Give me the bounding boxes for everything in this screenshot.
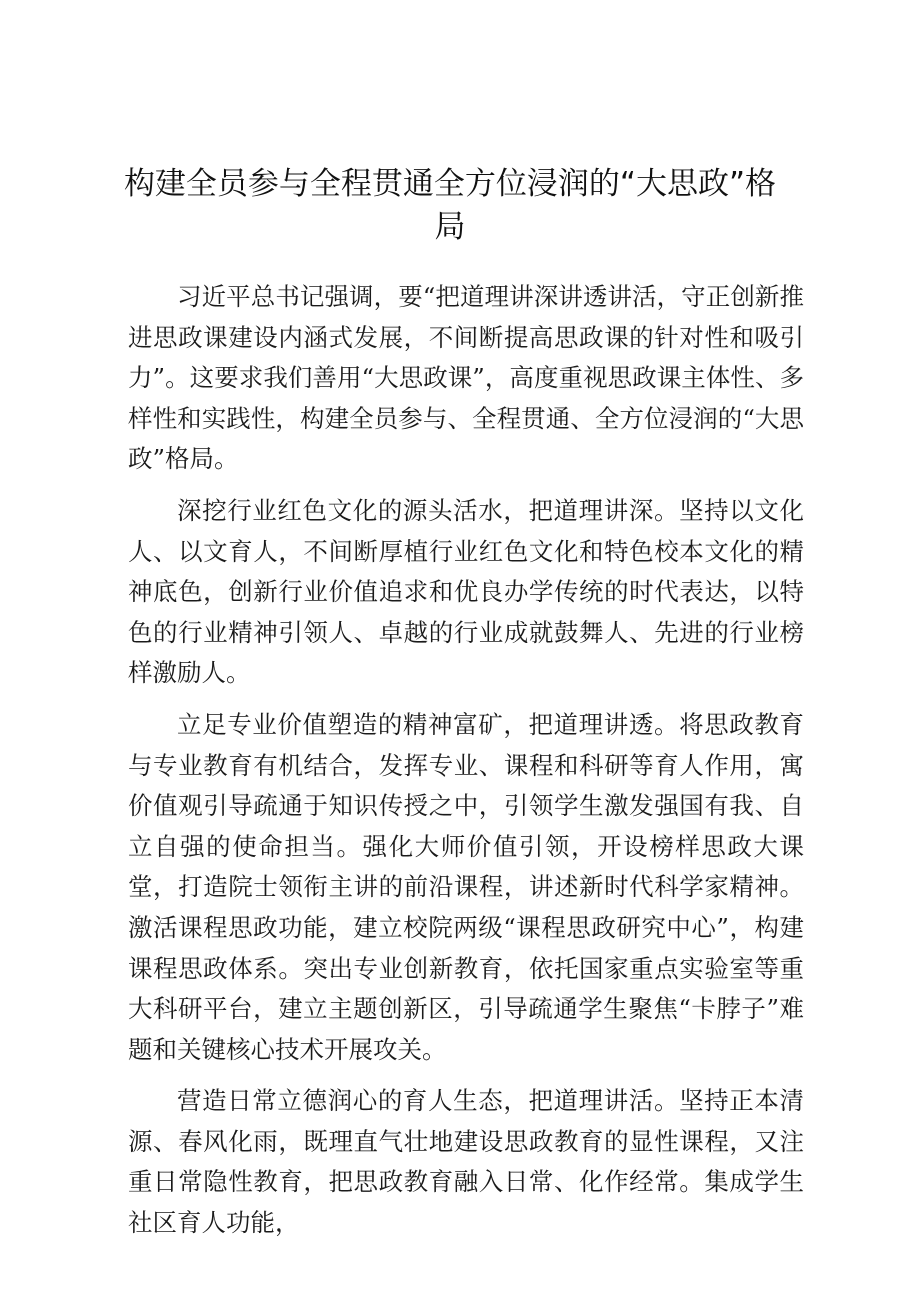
paragraph: 立足专业价值塑造的精神富矿，把道理讲透。将思政教育与专业教育有机结合，发挥专业、课程和科研等育人作用，寓价值观引导疏通于知识传授之中，引领学生激发强国有我、自立自强的使命担当。强化大师价值引领，开设榜样思政大课堂，打造院士领衔主讲的前沿课程，讲述新时代科学家精神。激活课程思政功能，建立校院两级“课程思政研究中心”，构建课程思政体系。突出专业创新教育，依托国家重点实验室等重大科研平台，建立主题创新区，引导疏通学生聚焦“卡脖子”难题和关键核心技术开展攻关。 <box>128 709 804 1064</box>
document-body <box>128 277 804 1255</box>
paragraph: 营造日常立德润心的育人生态，把道理讲活。坚持正本清源、春风化雨，既理直气壮地建设思政教育的显性课程，又注重日常隐性教育，把思政教育融入日常、化作经常。集成学生社区育人功能， <box>128 1086 804 1238</box>
document-title: 构建全员参与全程贯通全方位浸润的“大思政”格局 <box>123 166 777 245</box>
paragraph: 深挖行业红色文化的源头活水，把道理讲深。坚持以文化人、以文育人，不间断厚植行业红色文化和特色校本文化的精神底色，创新行业价值追求和优良办学传统的时代表达，以特色的行业精神引领人、卓越的行业成就鼓舞人、先进的行业榜样激励人。 <box>128 495 804 688</box>
paragraph: 习近平总书记强调，要“把道理讲深讲透讲活，守正创新推进思政课建设内涵式发展，不间断提高思政课的针对性和吸引力”。这要求我们善用“大思政课”，高度重视思政课主体性、多样性和实践性，构建全员参与、全程贯通、全方位浸润的“大思政”格局。 <box>128 282 804 474</box>
